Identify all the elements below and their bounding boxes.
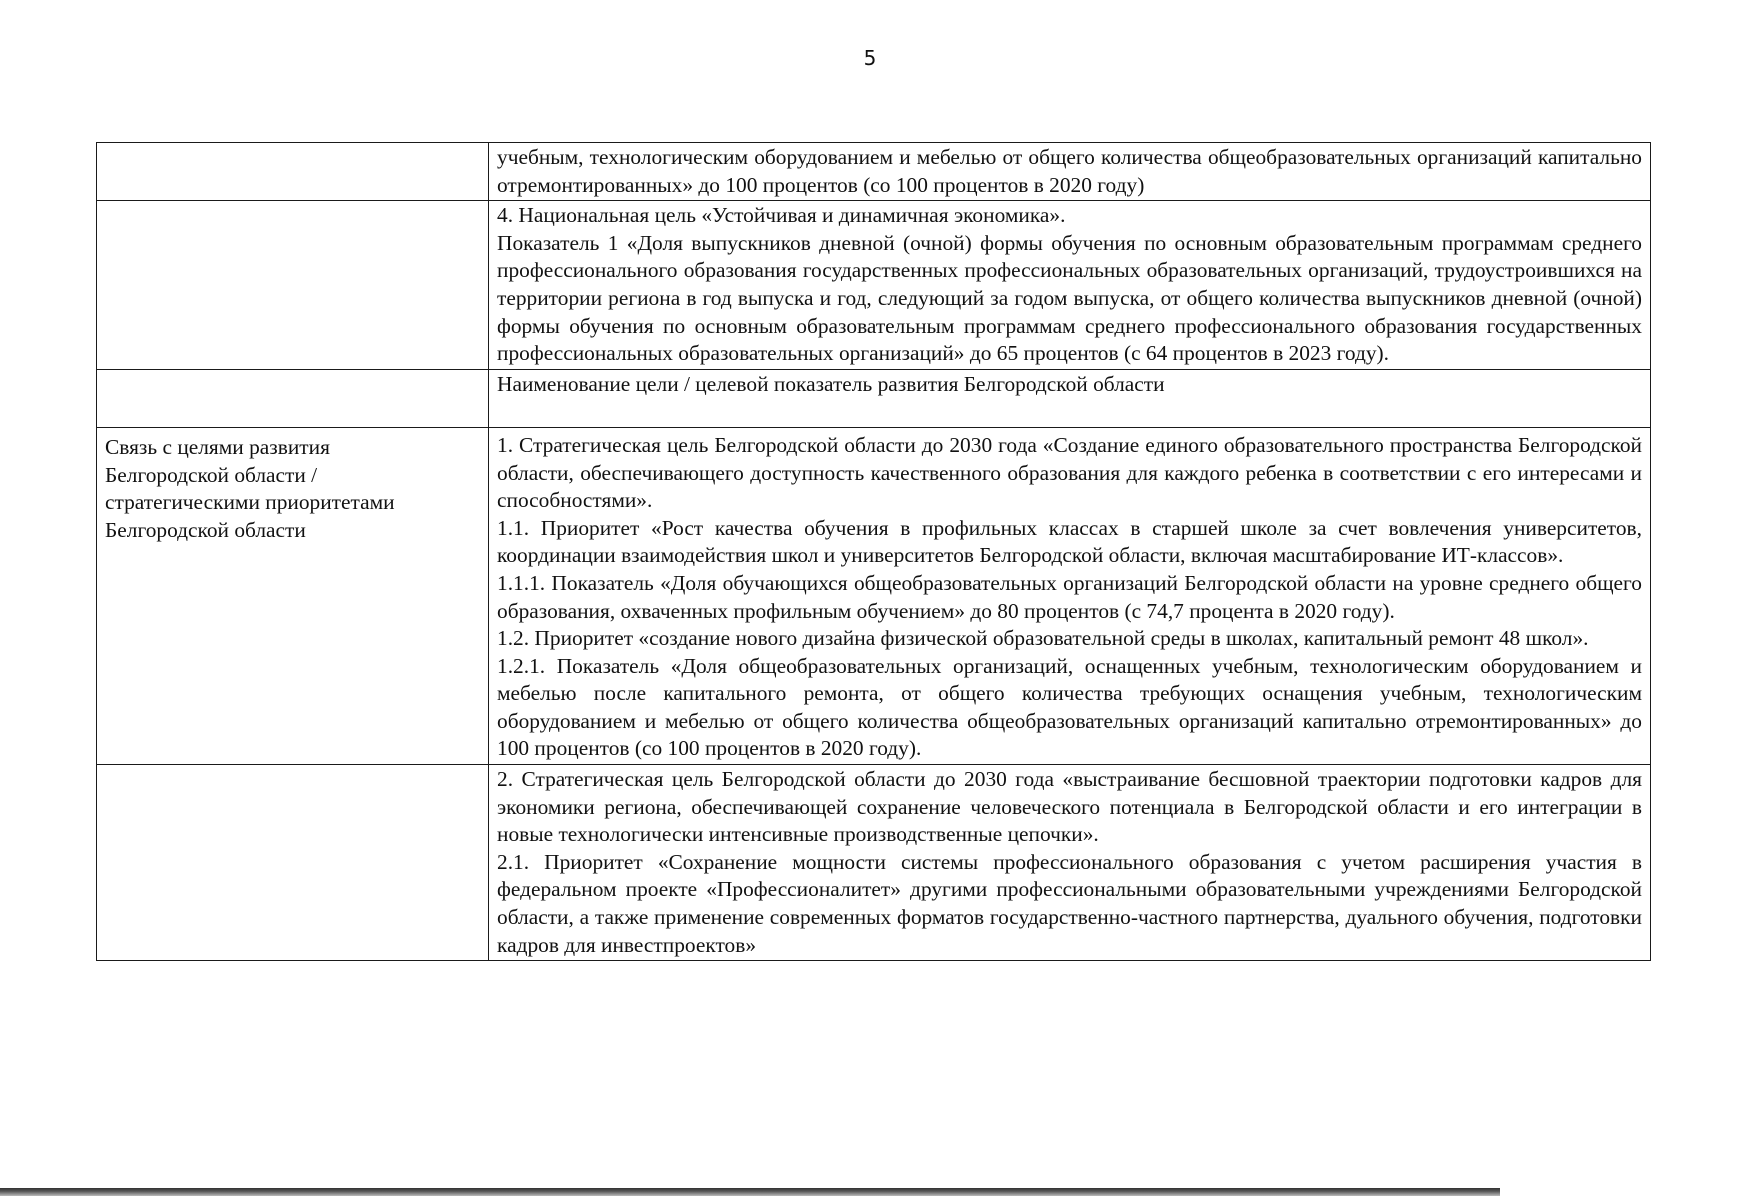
- row-content: [489, 201, 1651, 370]
- row-label-continued: [97, 765, 489, 961]
- paragraph: учебным, технологическим оборудованием и мебелью от общего количества общеобразовательных организаций капитально отремонтированных» до 100 процентов (со 100 процентов в 2020 году): [497, 145, 1642, 197]
- table-row: [97, 369, 1651, 427]
- table-row: [97, 201, 1651, 370]
- paragraph: Наименование цели / целевой показатель развития Белгородской области: [497, 371, 1165, 396]
- table-row: [97, 143, 1651, 201]
- paragraph: 1. Стратегическая цель Белгородской области до 2030 года «Создание единого образовательного пространства Белгородской области, обеспечивающего доступность качественного образования для каждого ребенка в соответствии с его интересами и способностями».: [497, 432, 1642, 513]
- row-label: [97, 427, 489, 764]
- row-content: [489, 427, 1651, 764]
- paragraph: 1.2.1. Показатель «Доля общеобразовательных организаций, оснащенных учебным, технологическим оборудованием и мебелью после капитального ремонта, от общего количества требующих оснащения учебным, технологическим оборудованием и мебелью от общего количества общеобразовательных организаций капитально отремонтированных» до 100 процентов (со 100 процентов в 2020 году).: [497, 653, 1642, 761]
- label-line: Белгородской области: [105, 517, 306, 542]
- paragraph: 2.1. Приоритет «Сохранение мощности системы профессионального образования с учетом расширения участия в федеральном проекте «Профессионалитет» другими профессиональными образовательными учреждениями Белгородской области, а также применение современных форматов государственно-частного партнерства, дуального обучения, подготовки кадров для инвестпроектов»: [497, 849, 1642, 957]
- blank-line: [497, 398, 1642, 426]
- scan-edge-rule: [0, 1188, 1500, 1196]
- label-line: Связь с целями развития: [105, 434, 330, 459]
- page-number: 5: [863, 46, 877, 70]
- table-row: [97, 765, 1651, 961]
- paragraph: 2. Стратегическая цель Белгородской области до 2030 года «выстраивание бесшовной траектории подготовки кадров для экономики региона, обеспечивающей сохранение человеческого потенциала в Белгородской области и его интеграции в новые технологически интенсивные производственные цепочки».: [497, 767, 1642, 847]
- paragraph: 1.1.1. Показатель «Доля обучающихся общеобразовательных организаций Белгородской области на уровне среднего общего образования, охваченных профильным обучением» до 80 процентов (с 74,7 процента в 2020 году).: [497, 570, 1642, 623]
- row-content: [489, 369, 1651, 427]
- label-line: стратегическими приоритетами: [105, 490, 395, 515]
- paragraph: 1.2. Приоритет «создание нового дизайна физической образовательной среды в школах, капитальный ремонт 48 школ».: [497, 626, 1589, 651]
- paragraph: 4. Национальная цель «Устойчивая и динамичная экономика».: [497, 203, 1066, 228]
- row-content: [489, 143, 1651, 201]
- label-line: Белгородской области /: [105, 462, 318, 487]
- table-row: [97, 427, 1651, 764]
- row-label-empty: [97, 369, 489, 427]
- row-label-empty: [97, 201, 489, 370]
- goals-table: [96, 142, 1651, 961]
- paragraph: Показатель 1 «Доля выпускников дневной (очной) формы обучения по основным образовательным программам среднего профессионального образования государственных профессиональных образовательных организаций, трудоустроившихся на территории региона в год выпуска и год, следующий за годом выпуска, от общего количества выпускников дневной (очной) формы обучения по основным образовательным программам среднего профессионального образования государственных профессиональных образовательных организаций» до 65 процентов (с 64 процентов в 2023 году).: [497, 230, 1642, 366]
- paragraph: 1.1. Приоритет «Рост качества обучения в профильных классах в старшей школе за счет вовлечения университетов, координации взаимодействия школ и университетов Белгородской области, включая масштабирование ИТ-классов».: [497, 515, 1642, 568]
- row-label-empty: [97, 143, 489, 201]
- row-content: [489, 765, 1651, 961]
